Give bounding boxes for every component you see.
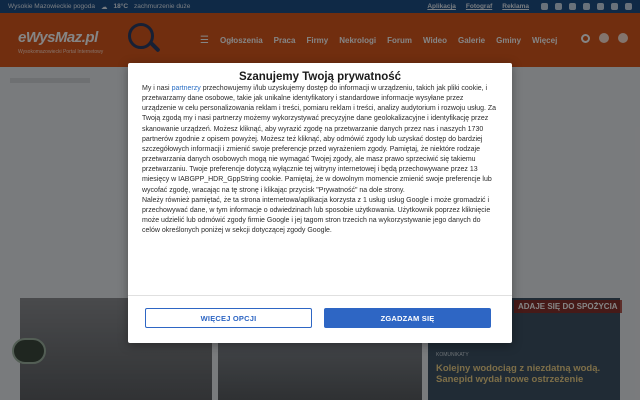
news-headline[interactable]: Kolejny wodociąg z niezdatną wodą. Sanepid wydał nowe ostrzeżenie (436, 363, 601, 385)
consent-dialog (128, 63, 512, 343)
nav-item-ads[interactable]: Ogłoszenia (219, 35, 263, 45)
temperature: 18°C (113, 3, 129, 10)
nav-item-jobs[interactable]: Praca (273, 35, 296, 45)
news-category: KOMUNIKATY (436, 352, 469, 358)
weather-description: zachmurzenie duże (134, 3, 191, 10)
app-link[interactable]: Aplikacja (427, 3, 456, 10)
consent-paragraph-1 (142, 84, 498, 196)
logo-brand: eWysMaz.pl (18, 29, 98, 46)
nav-item-galleries[interactable]: Galerie (457, 35, 486, 45)
nav-item-forum[interactable]: Forum (387, 35, 413, 45)
partners-link[interactable]: partnerzy (171, 85, 201, 92)
consent-intro: My i nasi (142, 85, 172, 92)
nav-item-companies[interactable]: Firmy (306, 35, 329, 45)
nav-item-video[interactable]: Wideo (423, 35, 447, 45)
nav-item-communes[interactable]: Gminy (496, 35, 522, 45)
consent-title: Szanujemy Twoją prywatność (238, 71, 402, 83)
agree-button[interactable]: ZGADZAM SIĘ (324, 308, 491, 328)
more-options-button[interactable]: WIĘCEJ OPCJI (145, 308, 312, 328)
nav-item-obituaries[interactable]: Nekrologi (339, 35, 377, 45)
cloud-icon: ☁ (101, 3, 108, 11)
consent-text (142, 84, 498, 289)
consent-main-text: przechowujemy i/lub uzyskujemy dostęp do informacji w urządzeniu, takich jak pliki cookie, i przetwarzamy dane osobowe, takie jak unikalne identyfikatory i standardowe informacje wysyłane przez urządzenie w celu personalizowania reklam i treści, pomiaru reklam i treści, analizy audytorium i rozwoju usług. Za Twoją zgodą my i nasi partnerzy możemy wykorzystywać precyzyjne dane geolokalizacyjne i identyfikację przez skanowanie urządzeń. Możesz kliknąć, aby wyrazić zgodę na przetwarzanie danych przez nas i naszych 1730 partnerów zgodnie z opisem powyżej. Możesz też kliknąć, aby odmówić zgody lub uzyskać dostęp do bardziej szczegółowych informacji i zmienić swoje preferencje przed wyrażeniem zgody. Pamiętaj, że niektóre rodzaje przetwarzania danych osobowych mogą nie wymagać Twojej zgody, ale masz prawo sprzeciwić się takiemu przetwarzaniu. Twoje preferencje dotyczą wyłącznie tej witryny internetowej i będą przechowywane przez 13 miesięcy w IABGPP_HDR_GppString cookie. Pamiętaj, że w dowolnym momencie zmienić swoje preferencje lub wycofać zgodę, wracając na tę stronę i klikając przycisk "Prywatność" na dole strony. (142, 85, 497, 194)
advertising-link[interactable]: Reklama (502, 3, 529, 10)
logo-tagline: Wysokomazowiecki Portal Internetowy (18, 49, 104, 55)
hamburger-menu-icon[interactable]: ☰ (200, 34, 209, 46)
nav-item-more[interactable]: Więcej (532, 35, 558, 45)
consent-divider (128, 295, 512, 296)
photographer-link[interactable]: Fotograf (465, 3, 493, 10)
consent-paragraph-2: Należy również pamiętać, że ta strona internetowa/aplikacja korzysta z 1 usług usług Google i może gromadzić i przechowywać dane, w tym informacje o odwiedzinach lub sposobie użytkowania. Użytkownik poprzez kliknięcie może udzielić lub odmówić zgody firmie Google i jej tagom stron trzecich na wykorzystywanie jego danych do celów określonych poniżej w sekcji dotyczącej zgody Google. (142, 196, 491, 235)
photo-banner-text: ADAJE SIĘ DO SPOŻYCIA (514, 300, 622, 313)
weather-location[interactable]: Wysokie Mazowieckie pogoda (8, 3, 96, 10)
